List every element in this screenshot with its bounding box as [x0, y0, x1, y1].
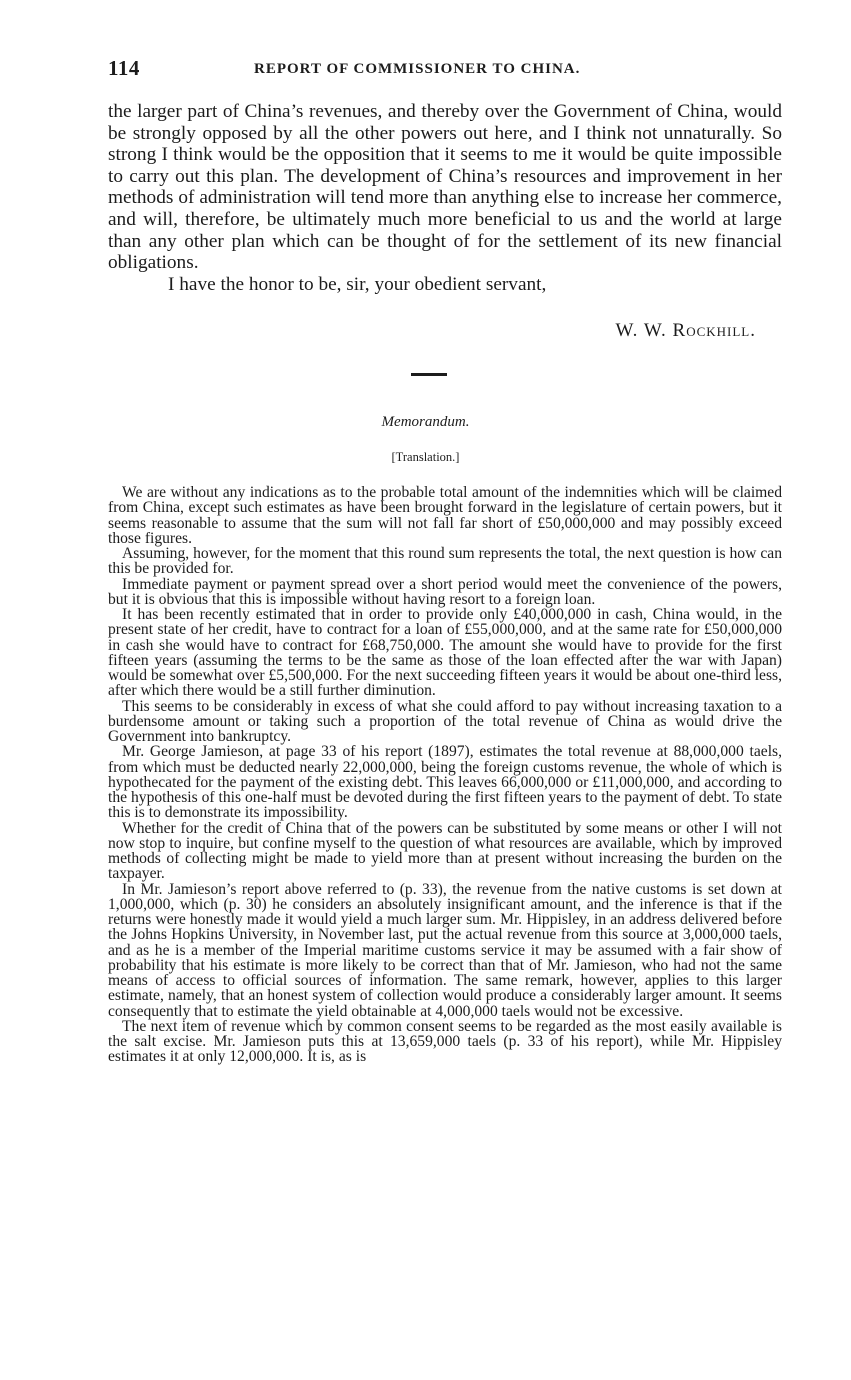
- letter-body: [108, 101, 782, 295]
- memo-paragraph: In Mr. Jamieson’s report above referred to (p. 33), the revenue from the native customs is set down at 1,000,000, which (p. 30) he considers an absolutely insignificant amount, and the inference is that if the returns were honestly made it would yield a much larger sum. Mr. Hippisley, in an address delivered before the Johns Hopkins University, in November last, put the actual revenue from this source at 3,000,000 taels, and as he is a member of the Imperial maritime customs service it may be assumed with a fair show of probability that his estimate is more likely to be correct than that of Mr. Jamieson, who had not the same means of access to official sources of information. The same remark, however, applies to this larger estimate, namely, that an honest system of collection would produce a considerably larger amount. It seems consequently that to estimate the yield obtainable at 4,000,000 taels would not be excessive.: [108, 880, 782, 1020]
- signature-initials: W. W.: [615, 320, 667, 341]
- memo-paragraph: Assuming, however, for the moment that this round sum represents the total, the next question is how can this be provided for.: [108, 545, 782, 578]
- memo-paragraph: We are without any indications as to the probable total amount of the indemnities which will be claimed from China, except such estimates as have been brought forward in the legislature of certain powers, but it seems reasonable to assume that the sum will not fall far short of £50,000,000 and may possibly exceed those figures.: [108, 484, 782, 547]
- memo-paragraph: The next item of revenue which by common consent seems to be regarded as the most easily available is the salt excise. Mr. Jamieson puts this at 13,659,000 taels (p. 33 of his report), while Mr. Hippisley estimates it at only 12,000,000. It is, as is: [108, 1017, 782, 1066]
- letter-paragraph: the larger part of China’s revenues, and thereby over the Government of China, would be strongly opposed by all the other powers out here, and I think not unnaturally. So strong I think would be the opposition that it seems to me it would be quite impossible to carry out this plan. The development of China’s resources and improvement in her methods of administration will tend more than anything else to increase her commerce, and will, therefore, be ultimately much more beneficial to us and the world at large than any other plan which can be thought of for the settlement of its new financial obligations.: [108, 101, 782, 274]
- memo-paragraph: Whether for the credit of China that of the powers can be substituted by some means or other I will not now stop to inquire, but confine myself to the question of what resources are available, which by improved methods of collecting might be made to yield more than at present without increasing the burden on the taxpayer.: [108, 819, 782, 883]
- running-head: REPORT OF COMMISSIONER TO CHINA.: [254, 61, 581, 77]
- memorandum-body: [108, 485, 782, 1065]
- section-divider: [411, 373, 447, 376]
- signature-name: Rockhill.: [672, 320, 756, 341]
- memo-paragraph: This seems to be considerably in excess of what she could afford to pay without increasing taxation to a burdensome amount or taking such a proportion of the total revenue of China as would drive the Government into bankruptcy.: [108, 697, 782, 745]
- memorandum-title: Memorandum.: [381, 414, 470, 430]
- signature: [615, 320, 756, 342]
- memo-paragraph: Mr. George Jamieson, at page 33 of his report (1897), estimates the total revenue at 88,000,000 taels, from which must be deducted nearly 22,000,000, being the foreign customs revenue, the whole of which is hypothecated for the payment of the existing debt. This leaves 66,000,000 or £11,000,000, and according to the hypothesis of this one-half must be devoted during the first fifteen years to the payment of debt. To state this is to demonstrate its impossibility.: [108, 743, 782, 822]
- memo-paragraph: Immediate payment or payment spread over a short period would meet the convenience of the powers, but it is obvious that this is impossible without having resort to a foreign loan.: [108, 575, 782, 608]
- page-number: 114: [108, 56, 140, 80]
- memorandum-subtitle: [Translation.]: [391, 450, 460, 464]
- memo-paragraph: It has been recently estimated that in order to provide only £40,000,000 in cash, China would, in the present state of her credit, have to contract for a loan of £55,000,000, and at the same rate for £50,000,000 in cash she would have to contract for £68,750,000. The amount she would have to provide for the first fifteen years (assuming the terms to be the same as those of the loan effected after the war with Japan) would be somewhat over £5,500,000. For the next succeeding fifteen years it would be about one-third less, after which there would be a still further diminution.: [108, 606, 782, 700]
- page-header: [108, 56, 780, 84]
- letter-closing: I have the honor to be, sir, your obedient servant,: [168, 273, 547, 295]
